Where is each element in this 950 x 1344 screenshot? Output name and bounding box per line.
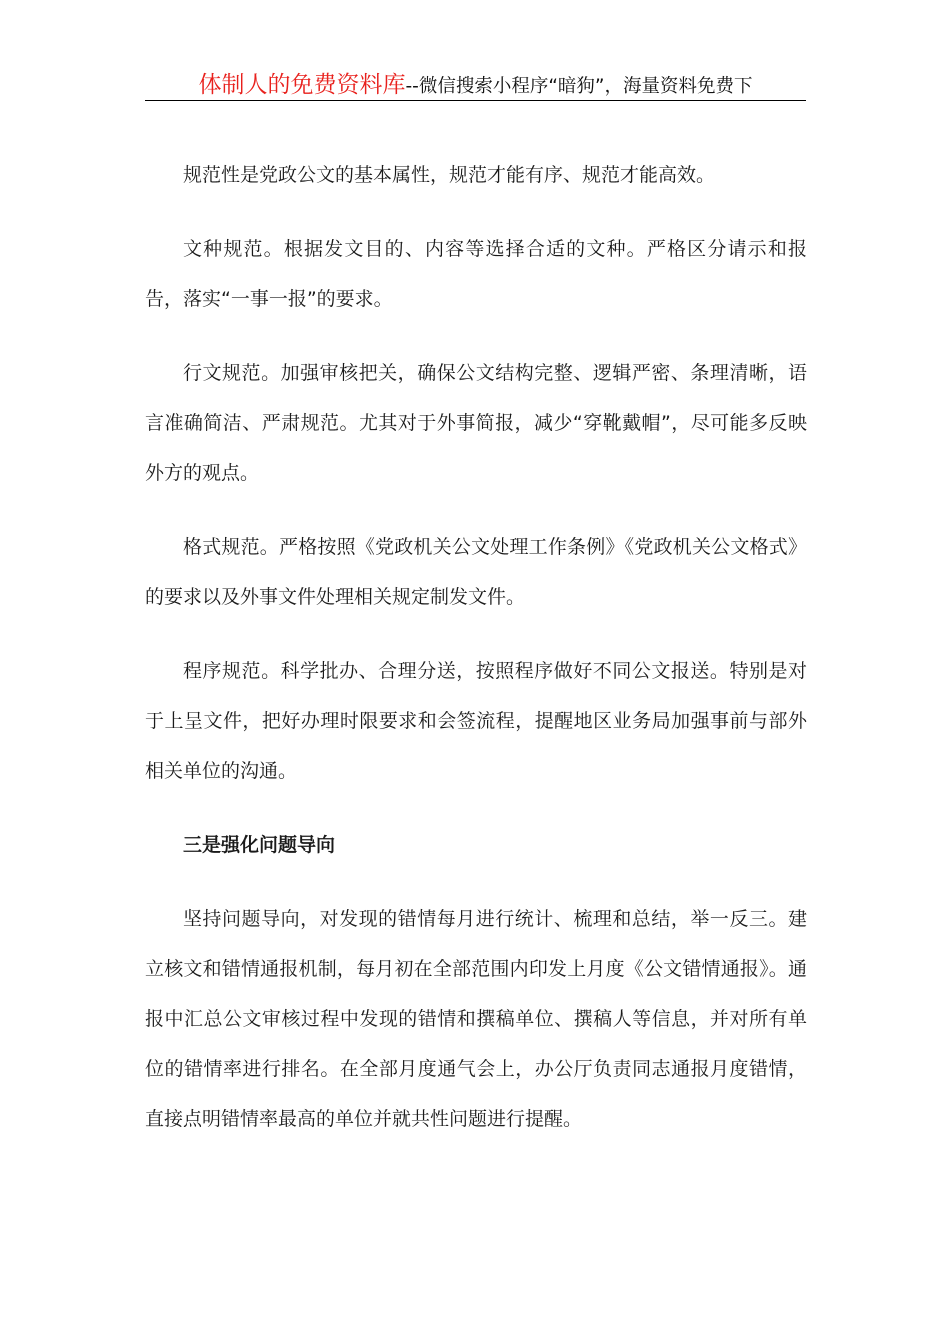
- document-body: [145, 150, 807, 1168]
- section-heading: 三是强化问题导向: [183, 834, 336, 856]
- paragraph-doc-type: 文种规范。根据发文目的、内容等选择合适的文种。严格区分请示和报告，落实“一事一报”的要求。: [145, 238, 807, 310]
- paragraph-format: 格式规范。严格按照《党政机关公文处理工作条例》《党政机关公文格式》的要求以及外事文件处理相关规定制发文件。: [145, 536, 807, 608]
- header-brand: 体制人的免费资料库: [198, 72, 406, 98]
- paragraph-procedure: 程序规范。科学批办、合理分送，按照程序做好不同公文报送。特别是对于上呈文件，把好办理时限要求和会签流程，提醒地区业务局加强事前与部外相关单位的沟通。: [145, 660, 807, 782]
- header-note: --微信搜索小程序“暗狗”，海量资料免费下: [405, 76, 753, 97]
- page-header: [145, 70, 806, 101]
- paragraph-writing: 行文规范。加强审核把关，确保公文结构完整、逻辑严密、条理清晰，语言准确简洁、严肃规范。尤其对于外事简报，减少“穿靴戴帽”，尽可能多反映外方的观点。: [145, 362, 807, 484]
- paragraph-problem-oriented: 坚持问题导向，对发现的错情每月进行统计、梳理和总结，举一反三。建立核文和错情通报机制，每月初在全部范围内印发上月度《公文错情通报》。通报中汇总公文审核过程中发现的错情和撰稿单位、撰稿人等信息，并对所有单位的错情率进行排名。在全部月度通气会上，办公厅负责同志通报月度错情，直接点明错情率最高的单位并就共性问题进行提醒。: [145, 908, 807, 1130]
- paragraph-intro: 规范性是党政公文的基本属性，规范才能有序、规范才能高效。: [183, 164, 716, 186]
